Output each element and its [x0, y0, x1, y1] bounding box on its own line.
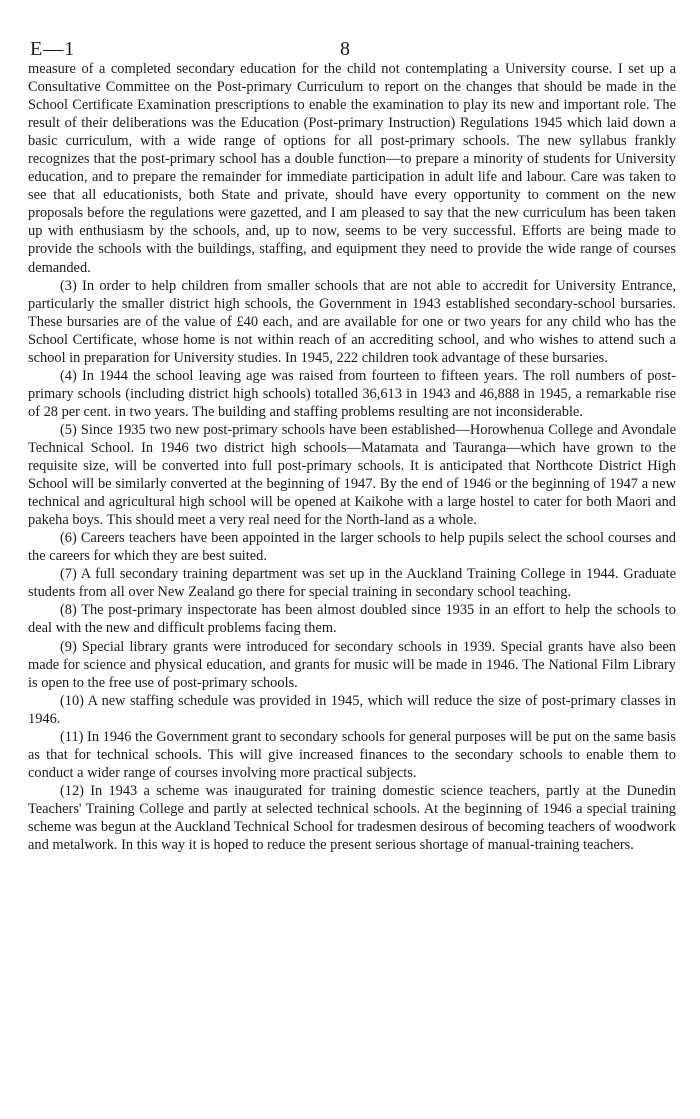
paragraph-11: (11) In 1946 the Government grant to secondary schools for general purposes will be put on the same basis as that for technical schools. This will give increased finances to the secondary schools to enable them to conduct a wider range of courses involving more practical subjects.: [28, 728, 676, 781]
page-header: [28, 0, 676, 60]
paragraph-12: (12) In 1943 a scheme was inaugurated for training domestic science teachers, partly at the Dunedin Teachers' Training College and partly at selected technical schools. At the beginning of 1946 a special training scheme was begun at the Auckland Technical School for tradesmen desirous of becoming teachers of woodwork and metalwork. In this way it is hoped to reduce the present serious shortage of manual-training teachers.: [28, 782, 676, 854]
paragraph-6: (6) Careers teachers have been appointed in the larger schools to help pupils select the school courses and the careers for which they are best suited.: [28, 530, 676, 565]
document-page: [28, 0, 676, 1119]
paragraph-5: (5) Since 1935 two new post-primary schools have been established—Horowhenua College and Avondale Technical School. In 1946 two district high schools—Matamata and Tauranga—which have grown to the requisite size, will be converted into full post-primary schools. It is anticipated that Northcote District High School will be similarly converted at the beginning of 1947. By the end of 1946 or the beginning of 1947 a new technical and agricultural high school will be opened at Kaikohe with a large hostel to cater for both Maori and pakeha boys. This should meet a very real need for the North-land as a whole.: [28, 421, 676, 529]
paragraph-8: (8) The post-primary inspectorate has been almost doubled since 1935 in an effort to help the schools to deal with the new and difficult problems facing them.: [28, 602, 676, 637]
paragraph-3: (3) In order to help children from smaller schools that are not able to accredit for University Entrance, particularly the smaller district high schools, the Government in 1943 established secondary-school bursaries. These bursaries are of the value of £40 each, and are available for one or two years for any child who has the School Certificate, whose home is not within reach of an accrediting school, and who wishes to attend such a school in preparation for University studies. In 1945, 222 children took advantage of these bursaries.: [28, 277, 676, 366]
paragraph-continued: measure of a completed secondary education for the child not contemplating a University course. I set up a Consultative Committee on the Post-primary Curriculum to report on the changes that should be made in the School Certificate Examination prescriptions to enable the examination to play its new and important role. The result of their deliberations was the Education (Post-primary Instruction) Regulations 1945 which laid down a basic curriculum, with a wide range of options for all post-primary schools. The new syllabus frankly recognizes that the post-primary school has a double function—to prepare a minority of students for University education, and to prepare the remainder for immediate participation in adult life and labour. Care was taken to see that all educationists, both State and private, should have every opportunity to comment on the new proposals before the regulations were gazetted, and I am pleased to say that the new curriculum has been taken up with enthusiasm by the schools, and, up to now, seems to be very successful. Efforts are being made to provide the schools with the buildings, staffing, and equipment they need to provide the wide range of courses demanded.: [28, 61, 676, 276]
paragraph-4: (4) In 1944 the school leaving age was raised from fourteen to fifteen years. The roll numbers of post-primary schools (including district high schools) totalled 36,613 in 1943 and 46,888 in 1945, a remarkable rise of 28 per cent. in two years. The building and staffing problems resulting are not inconsiderable.: [28, 367, 676, 420]
paragraph-9: (9) Special library grants were introduced for secondary schools in 1939. Special grants have also been made for science and physical education, and grants for music will be made in 1946. The National Film Library is open to the free use of post-primary schools.: [28, 638, 676, 691]
document-reference: E—1: [30, 38, 76, 60]
body-text: [28, 60, 676, 854]
paragraph-7: (7) A full secondary training department was set up in the Auckland Training College in 1944. Graduate students from all over New Zealand go there for special training in secondary school teaching.: [28, 566, 676, 601]
paragraph-10: (10) A new staffing schedule was provided in 1945, which will reduce the size of post-primary classes in 1946.: [28, 692, 676, 727]
page-number: 8: [340, 38, 350, 60]
